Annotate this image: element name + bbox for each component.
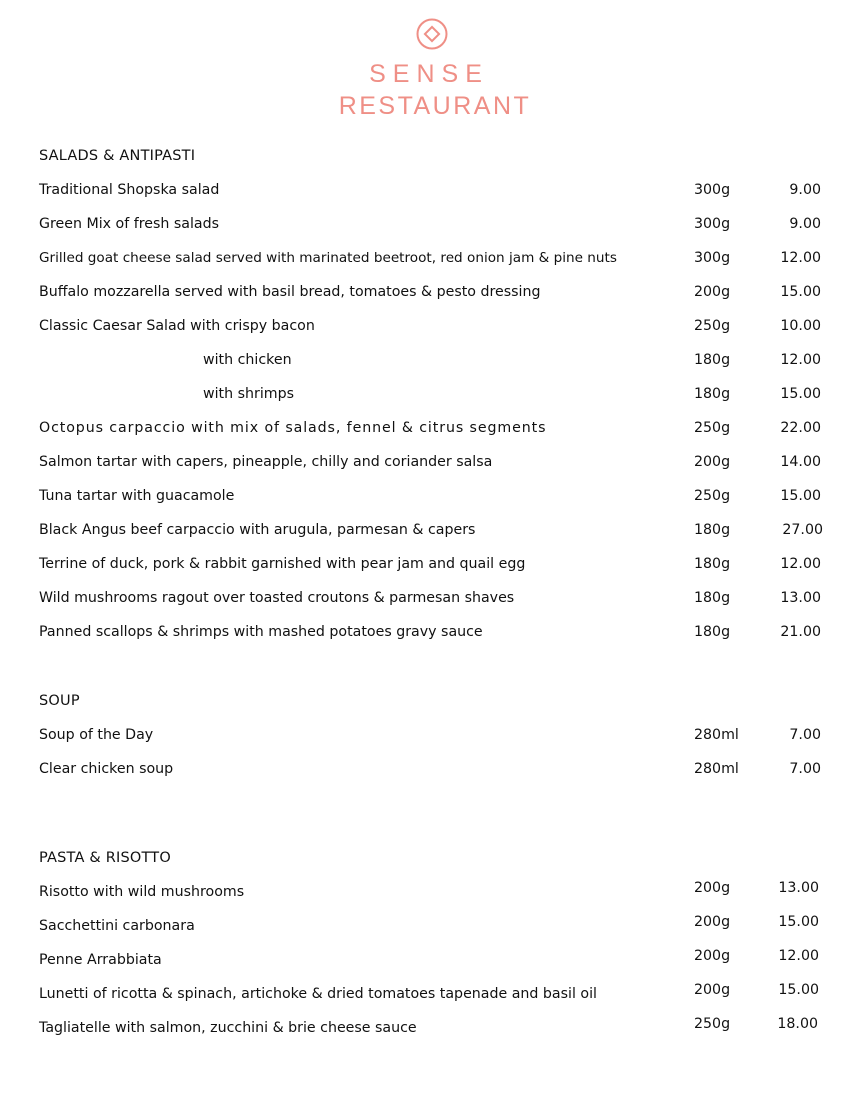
menu-item (0, 590, 850, 610)
item-weight: 280ml (694, 761, 739, 777)
menu-item (0, 761, 850, 781)
item-weight: 180g (694, 556, 731, 572)
menu-item (0, 284, 850, 304)
menu-item (0, 182, 850, 202)
item-weight: 180g (694, 624, 731, 640)
menu-item (0, 948, 850, 972)
item-name: Panned scallops & shrimps with mashed potatoes gravy sauce (39, 624, 483, 640)
item-weight: 180g (694, 590, 731, 606)
item-name: Octopus carpaccio with mix of salads, fennel & citrus segments (39, 420, 547, 436)
item-price: 15.00 (780, 284, 821, 300)
item-price: 14.00 (780, 454, 821, 470)
item-name: Risotto with wild mushrooms (39, 884, 245, 900)
item-price: 12.00 (780, 250, 821, 266)
item-price: 7.00 (789, 727, 821, 743)
menu-item (0, 1016, 850, 1040)
item-weight: 180g (694, 386, 731, 402)
item-name: with shrimps (203, 386, 294, 402)
item-weight: 200g (694, 948, 731, 964)
item-name: Lunetti of ricotta & spinach, artichoke & dried tomatoes tapenade and basil oil (39, 986, 597, 1002)
item-name: Traditional Shopska salad (39, 182, 220, 198)
item-price: 9.00 (789, 216, 821, 232)
item-weight: 180g (694, 352, 731, 368)
item-price: 21.00 (780, 624, 821, 640)
item-name: Black Angus beef carpaccio with arugula, parmesan & capers (39, 522, 476, 538)
menu-item (0, 454, 850, 474)
item-name: Green Mix of fresh salads (39, 216, 220, 232)
item-price: 7.00 (789, 761, 821, 777)
item-name: Soup of the Day (39, 727, 154, 743)
menu-item (0, 318, 850, 338)
menu-item-variant (0, 352, 850, 372)
item-weight: 250g (694, 488, 731, 504)
item-weight: 250g (694, 420, 731, 436)
brand-name-line2: RESTAURANT (338, 92, 532, 120)
item-weight: 200g (694, 454, 731, 470)
item-price: 12.00 (778, 948, 819, 964)
item-name: Classic Caesar Salad with crispy bacon (39, 318, 315, 334)
menu-item (0, 624, 850, 644)
item-price: 27.00 (782, 522, 823, 538)
item-name: Salmon tartar with capers, pineapple, chilly and coriander salsa (39, 454, 493, 470)
menu-item (0, 216, 850, 236)
item-name: Tuna tartar with guacamole (39, 488, 235, 504)
item-name: with chicken (203, 352, 292, 368)
item-weight: 200g (694, 880, 731, 896)
item-price: 15.00 (780, 488, 821, 504)
section-title-salads: SALADS & ANTIPASTI (39, 148, 196, 164)
menu-item (0, 982, 850, 1006)
brand-name-line1: SENSE (369, 60, 489, 88)
item-price: 15.00 (780, 386, 821, 402)
menu-item (0, 914, 850, 938)
item-name: Buffalo mozzarella served with basil bread, tomatoes & pesto dressing (39, 284, 541, 300)
item-name: Grilled goat cheese salad served with marinated beetroot, red onion jam & pine nuts (39, 250, 617, 266)
item-weight: 300g (694, 216, 731, 232)
item-weight: 200g (694, 982, 731, 998)
item-name: Wild mushrooms ragout over toasted croutons & parmesan shaves (39, 590, 515, 606)
item-name: Clear chicken soup (39, 761, 174, 777)
menu-item (0, 556, 850, 576)
item-name: Sacchettini carbonara (39, 918, 195, 934)
item-weight: 300g (694, 250, 731, 266)
item-price: 12.00 (780, 352, 821, 368)
section-title-soup: SOUP (39, 693, 80, 709)
item-name: Tagliatelle with salmon, zucchini & brie cheese sauce (39, 1020, 417, 1036)
item-name: Penne Arrabbiata (39, 952, 162, 968)
item-name: Terrine of duck, pork & rabbit garnished with pear jam and quail egg (39, 556, 526, 572)
item-price: 13.00 (778, 880, 819, 896)
diamond-in-circle-icon (416, 18, 448, 50)
item-weight: 250g (694, 1016, 731, 1032)
item-weight: 200g (694, 284, 731, 300)
menu-item (0, 420, 850, 440)
section-title-pasta: PASTA & RISOTTO (39, 850, 171, 866)
item-weight: 180g (694, 522, 731, 538)
item-price: 12.00 (780, 556, 821, 572)
item-price: 22.00 (780, 420, 821, 436)
menu-item (0, 488, 850, 508)
item-price: 15.00 (778, 982, 819, 998)
item-weight: 250g (694, 318, 731, 334)
menu-item (0, 880, 850, 904)
item-price: 13.00 (780, 590, 821, 606)
item-weight: 200g (694, 914, 731, 930)
menu-item (0, 522, 850, 542)
menu-item-variant (0, 386, 850, 406)
item-weight: 280ml (694, 727, 739, 743)
menu-item (0, 727, 850, 747)
item-price: 18.00 (777, 1016, 818, 1032)
item-price: 10.00 (780, 318, 821, 334)
item-price: 9.00 (789, 182, 821, 198)
item-price: 15.00 (778, 914, 819, 930)
menu-item (0, 250, 850, 270)
item-weight: 300g (694, 182, 731, 198)
